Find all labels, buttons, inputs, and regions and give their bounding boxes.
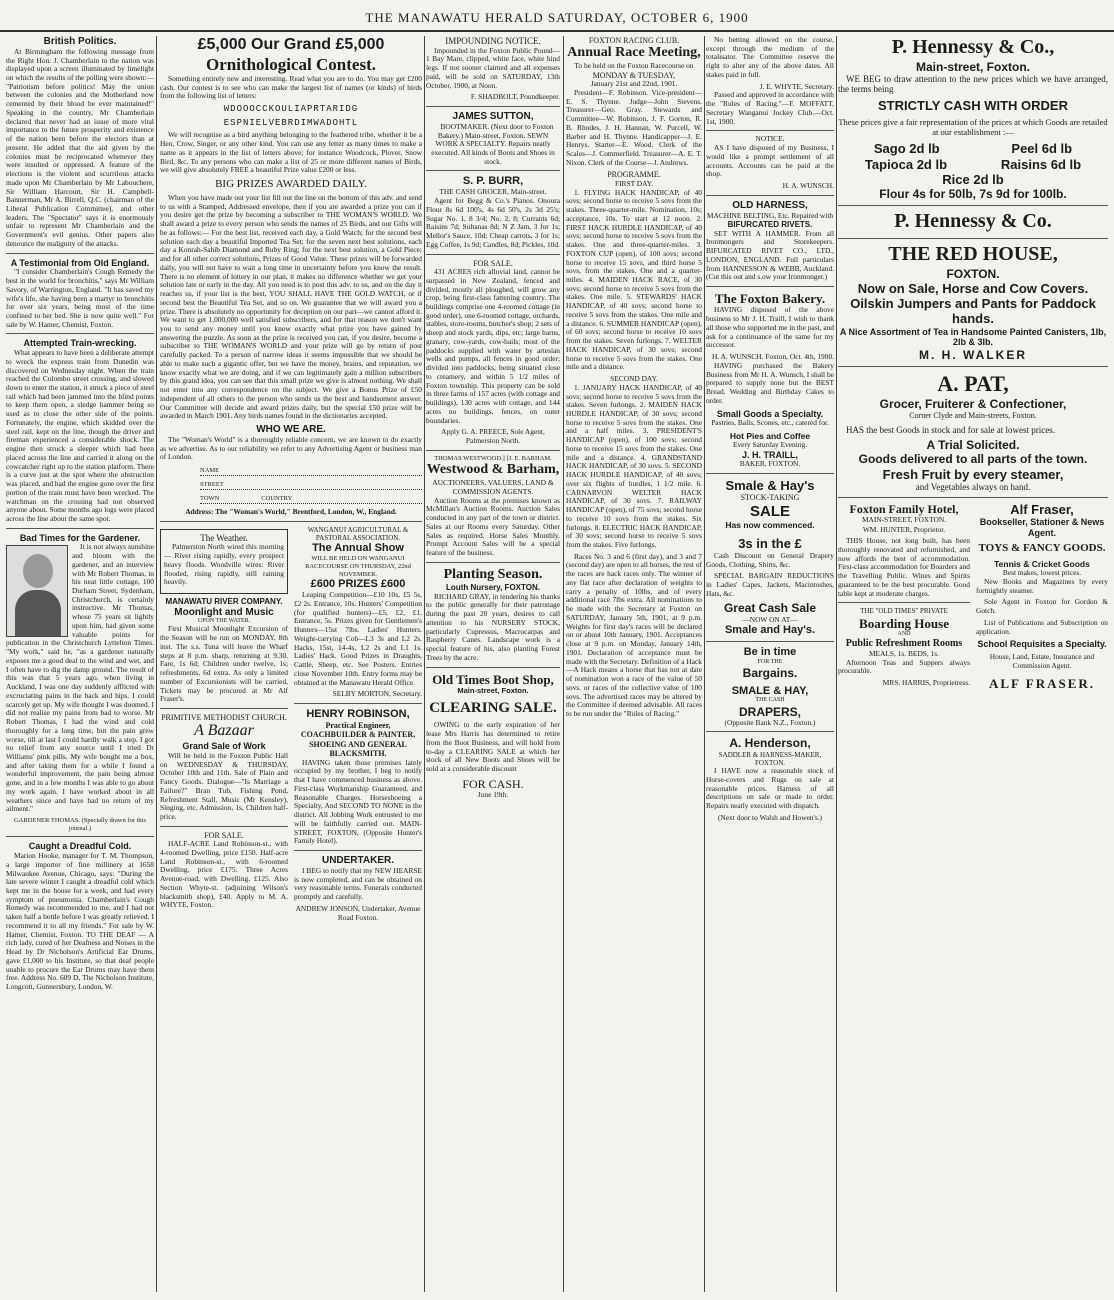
article-title: Attempted Train-wrecking. xyxy=(23,338,137,349)
and-text: AND xyxy=(897,630,911,637)
divider xyxy=(294,850,422,851)
lower-ads xyxy=(160,526,422,922)
westwood-title: Westwood & Barham, xyxy=(426,462,560,478)
betting-sign: J. E. WHYTE, Secretary. xyxy=(759,81,834,91)
article-title: A Testimonial from Old England. xyxy=(10,257,150,268)
smale-sub: STOCK-TAKING xyxy=(740,493,800,503)
pat-body: HAS the best Goods in stock and for sale at lowest prices. xyxy=(846,424,1055,435)
divider xyxy=(6,253,154,254)
harness-title: OLD HARNESS, xyxy=(732,199,808,211)
show-prizes: £600 PRIZES £600 xyxy=(310,578,406,591)
weather-body: Palmerston North wired this morning — River rising rapidly, every prospect heavy floods. Woodville wires: River flooded, rising rapidly, still raining heavily. xyxy=(164,542,284,587)
price-row xyxy=(838,141,1108,156)
pat-sub: Grocer, Fruiterer & Confectioner, xyxy=(879,397,1067,412)
column-2 xyxy=(160,36,422,1292)
undertaker-body: I BEG to notify that my NEW HEARSE is now completed, and can be obtained on very reasonable terms. Funerals conducted promptly and carefully. xyxy=(294,865,422,902)
magazines: New Books and Magazines by every fortnightly steamer. xyxy=(976,576,1108,595)
lower-right-ads xyxy=(294,526,422,922)
divider xyxy=(426,667,560,668)
form-label: STREET xyxy=(200,481,224,489)
strictly-cash: STRICTLY CASH WITH ORDER xyxy=(878,97,1068,113)
portrait-illustration xyxy=(6,545,68,637)
clearing-title: CLEARING SALE. xyxy=(429,699,557,716)
article-body: It is not always sunshine and bloom with the gardener, and an interview with Mr Robert Thomas, in his neat little cottage, 100 Durham Street, Sydenham, Christchurch, is certainly instructive. Mr Thomas, whose 75 years sit lightly upon him, had given some valuable points for publication in the Christchurch Lyttelton Times. "My work," said he, "as a gardener naturally exposes me a good deal to the wind and wet, and I often have to dig the damp ground. The result of this was that 5 years ago, when living in Auckland, I was one day suddenly afflicted with excruciating pains in the back and hips. I could scarcely get up. My wife thought I was doomed. I did not realise my pains from bad to worse. Mr Robert Thomas, I had the wind and cold thoroughly for a long time, but the pain grew worse, till at last I could hardly walk a step. I got no relief from any source until I tried Dr Williams' pink pills. My wife bought me a box, and after taking them for a while I found a wonderful improvement, the pain being almost gone, and in a few months I was able to go about my work again. I have worked about in all weathers since and have had no return of my ailment." xyxy=(6,542,154,814)
clearing-cash: FOR CASH. xyxy=(462,776,524,791)
betting-notice: No betting allowed on the course, except through the medium of the totalisator. The Committee reserve the right to alter any of the above dates. All stakes paid in full. xyxy=(706,36,834,79)
divider xyxy=(838,602,970,603)
divider xyxy=(294,703,422,704)
second-day-races: 1. JANUARY HACK HANDICAP, of 40 sovs; second horse to receive 5 sovs from the stakes. Seven furlongs. 2. MAIDEN HACK HURDLE HANDICAP, of 30 sovs; second horse to receive 5 sovs from the stakes. One and a half miles. 3. PRESIDENT'S HANDICAP (open), of 100 sovs; second horse to receive 15 sovs from the stakes. One mile and a distance. 4. GRANDSTAND HACK HANDICAP, of 30 sovs. 5. SECOND HACK HURDLE HANDICAP, of 40 sovs; over six flights of hurdles, 1 1/2 mile. 6. CARNARVON WELTER HACK HANDICAP, of 30 sovs. 7. RAILWAY HANDICAP (open), of 75 sovs; second horse to receive 10 sovs from the stakes. Six furlongs. 8. ELECTRIC HACK HANDICAP, of 30 sovs; second horse to receive 5 sovs from the stakes. Five furlongs. xyxy=(566,382,702,550)
bakery-sign: H. A. WUNSCH. Foxton, Oct. 4th, 1900. xyxy=(711,352,834,362)
notice-sign: H. A. WUNSCH. xyxy=(782,181,834,191)
clearing-date: June 19th. xyxy=(477,789,509,799)
betting-note: Passed and approved in accordance with the "Rules of Racing."—F. MOFFATT, Secretary Wanganui Jockey Club.—Oct. 1st, 1900. xyxy=(706,90,834,126)
column-rule xyxy=(424,36,425,1292)
form-address: Address: The "Woman's World," Brentford, London, W., England. xyxy=(185,507,397,517)
robinson-body: HAVING taken those premises lately occupied by my brother, I beg to notify that I have commenced business as above. First-class Workmanship Guaranteed, and Reasonable Charges. Horseshoeing a Specialty, And SECOND TO NONE in the district. All Jobbing Work entrusted to me will be faithfully carried out. MAIN-STREET, FOXTON, (Opposite Hunter's Family Hotel). xyxy=(294,757,422,846)
divider xyxy=(838,205,1108,206)
divider xyxy=(426,106,560,107)
harness-rivets: BIFURCATED RIVETS. xyxy=(727,220,813,230)
hennessy-sub: Main-street, Foxton. xyxy=(915,59,1030,74)
column-3 xyxy=(426,36,560,1292)
prices-note: These prices give a fair representation of the prices at which Goods are retailed at our establishment :— xyxy=(838,117,1108,138)
divider xyxy=(426,170,560,171)
show-secretary: SELBY MORTON, Secretary. xyxy=(332,689,422,699)
for-the: FOR THE xyxy=(757,659,783,666)
form-street-line[interactable] xyxy=(200,480,422,490)
meeting-where: To be held on the Foxton Racecourse on xyxy=(574,60,694,70)
masthead: THE MANAWATU HERALD SATURDAY, OCTOBER 6, 1900 xyxy=(0,6,1114,32)
divider xyxy=(706,286,834,287)
second-day-title: SECOND DAY. xyxy=(610,374,658,384)
column-rule xyxy=(563,36,564,1292)
article-body: What appears to have been a deliberate attempt to wreck the express train from Dunedin was discovered on Wednesday night. When the train reached the Colombo street crossing, and slowed down to enter the station, it struck a piece of steel rail which had been jammed into the blind points to keep them open, a sledge hammer being so used as to close the other side of the points. Fortunately, the engine, which skidded over the steel rail, kept on the line, though the driver and fireman experienced a considerable shock. The engine then struck a sleeper which had been placed across the line and carried it along on the cowcatcher right up to the station platform. There is a curve just at the spot where the obstruction was placed, and had the engine gone over the first portion of the train must have been wrecked. The watchman on the crossing had not observed anyone about. Some months ago logs were placed across the line about the same spot. xyxy=(6,348,154,523)
planting-title: Planting Season. xyxy=(443,566,543,582)
undertaker-title: UNDERTAKER. xyxy=(321,855,395,867)
burr-title: S. P. BURR, xyxy=(462,175,524,188)
farm-agent: Apply G. A. PREECE, Sole Agent, Palmerston North. xyxy=(441,427,545,445)
price-peel: Peel 6d lb xyxy=(1011,141,1073,157)
robinson-title: HENRY ROBINSON, xyxy=(306,708,410,721)
afternoon-teas: Afternoon Teas and Suppers always procurable. xyxy=(838,657,970,676)
article-title: Bad Times for the Gardener. xyxy=(19,532,141,543)
divider xyxy=(838,497,1108,498)
undertaker-name: ANDREW JONSON, Undertaker, Avenue Road Foxton. xyxy=(295,903,421,922)
fraser-title: Alf Fraser, xyxy=(1010,501,1074,517)
first-day-title: FIRST DAY. xyxy=(614,178,654,188)
price-rice: Rice 2d lb xyxy=(942,171,1004,187)
prizes-body: When you have made out your list fill out the line on the bottom of this adv. and send to us with a Stamped, Addressed envelope, then if you are awarded a prize you can if you desire get the prize by becoming a subscriber to THE WOMAN'S WORLD. We shall award a prize to every person who sends the names of 25 Birds, and our Gifts will be as follows:— For the best list, received each day, a Gold Watch; for the second best solution each day a beautiful Imported Tea Set; for the seven next best solutions, each day a Konrah-Sahib Diamond and Ruby Ring; for the next best solution, a Gold Piece; and for all other correct solutions, Prizes of Good Value. These prizes will be forwarded daily, you will not have to wait a long time in uncertainty before you know the result. There is no element of lottery in our plan, it makes no difference whether we get your solution late or early in the day. All you need is to post this adv. to us, and on the day it reaches us, if your list is the best, YOU SHALL HAVE THE GOLD WATCH, or if second best the Beautiful Tea Set, and so on. We guarantee that we will award you a prize. There is absolutely no opportunity for deception on our part—we cannot afford it. We want to get 1,000,000 well satisfied subscribers, and for that reason we don't want you to send any money until you know exactly what prize you have gained by answering the puzzle. As soon as the prize is received you can, if you desire, become a subscriber to THE WOMAN'S WORLD and your prize will go by return of post carefully packed. To a person of narrow ideas it seems impossible that we should be able to make such a gigantic offer, but we have the money, brains, and reputation, we know exactly what we are doing, and if we can legitimately gain a million subscribers by this grand idea, you can see that this small prize we give is almost nothing. We shall not enter into any correspondence on the subject. We give a Bonus Prize of £50 independent of all others to the person who sends us the best and handsomest answer. Our Committee will decide and award prizes daily, but the special £50 prize will be awarded in March 1901. Any birds names found in the dictionaries accepted. xyxy=(160,192,422,421)
portrait-body xyxy=(15,590,61,636)
article-title: British Politics. xyxy=(43,36,117,47)
toys: TOYS & FANCY GOODS. xyxy=(978,542,1106,555)
meals: MEALS, 1s. BEDS, 1s. xyxy=(868,648,940,658)
publications: List of Publications and Subscription on application. xyxy=(976,617,1108,636)
red-house-sub: FOXTON. xyxy=(946,266,1000,281)
divider xyxy=(838,238,1108,239)
traill-name: J. H. TRAILL, xyxy=(742,449,798,460)
farm-body: 431 ACRES rich alluvial land, cannot be surpassed in New Zealand, fenced and divided, mostly all ploughed, will grow any crop, being first-class fattening country. The buildings comprise one 4-roomed cottage (in good order), one 6-roomed cottage, orchards, stables, store-rooms, butcher's shop; 2 sets of sheep and stock yards, dips, etc; large barns, granary, cow-yards, cow-bails; most of the paddocks supplied with water by artesian wells and pumps, all fences in good order; divided into paddocks, being situated close to creamery, and within 5 1/2 miles of Foxton township. This property can be sold in three farms of 157 acres (with cottage and buildings), 130 acres with cottage, and 144 acres no buildings, fences, on outer boundaries. xyxy=(426,267,560,425)
cash-sale: Great Cash Sale xyxy=(723,601,817,616)
henderson-title: A. Henderson, xyxy=(729,736,811,751)
bakery-body-2: HAVING purchased the Bakery Business from Mr H. A. Wunsch, I shall be prepared to supply none but the BEST Bread. Wedding and Birthday Cakes to order. xyxy=(706,360,834,405)
weather-title: The Weather. xyxy=(200,532,248,543)
now-on: —NOW ON AT— xyxy=(742,614,798,624)
moonlight-title: Moonlight and Music xyxy=(174,606,274,618)
portrait-head xyxy=(23,554,53,588)
school: School Requisites a Specialty. xyxy=(977,639,1107,650)
boarding-house: Boarding House xyxy=(859,615,949,631)
forsale-body: HALF-ACRE Land Robinson-st., with 4-roomed Dwelling, price £150. Half-acre Land Robinson-st., with 6-roomed Dwelling, price £175. Three Acres Avenue-road, with Dwelling, £125. Also Section Whyte-st. (adjoining Wilson's blacksmith shop), £40. Apply to M. A. WHYTE, Foxton. xyxy=(160,839,288,910)
column-rule xyxy=(704,36,705,1292)
hotel-title: Foxton Family Hotel, xyxy=(849,501,959,516)
covers: Now on Sale, Horse and Cow Covers. xyxy=(857,280,1089,296)
column-6 xyxy=(838,36,1108,1292)
pies-sub: Every Saturday Evening. xyxy=(732,439,808,449)
smale-hays: Smale and Hay's. xyxy=(724,624,816,637)
henderson-note: (Next door to Walsh and Howen's.) xyxy=(717,812,823,822)
drapers: DRAPERS, xyxy=(738,704,801,719)
westwood-body: Auction Rooms at the premises known as McMillan's Auction Rooms. Auction Sales conducted in any part of the town or district. Sales at our Rooms every Saturday. Other Sales as required. Horse Sales Monthly. Prompt Account Sales will be a special feature of the business. xyxy=(426,495,560,557)
church-title: PRIMITIVE METHODIST CHURCH. xyxy=(161,713,287,723)
planting-sub: Louth Nursery, FOXTON. xyxy=(446,583,540,593)
contest-intro: Something entirely new and interesting. Read what you are to do. You may get £200 cash. Our contest is to see who can make the largest list of names (or kinds) of birds from the following list of letters: xyxy=(160,73,422,101)
column-5 xyxy=(706,36,834,1292)
hotel-body: THIS House, not long built, has been thoroughly renovated and refurnished, and now affords the best of accommodation. First-class accommodation for Boarders and the Travelling Public. Wines and Spirits guaranteed to be the best procurable. Good table kept at moderate charges. xyxy=(838,536,970,598)
smale-hay-2: SMALE & HAY, xyxy=(731,684,809,697)
pound-title: IMPOUNDING NOTICE. xyxy=(445,36,541,46)
divider xyxy=(838,366,1108,367)
column-rule xyxy=(836,36,837,1292)
westwood-sub: AUCTIONEERS, VALUERS, LAND & COMMISSION AGENTS. xyxy=(432,477,554,496)
puzzle-letters: ESPNIELVEBRDIMWADOHTL xyxy=(223,117,359,128)
hennessy-intro: WE BEG to draw attention to the new prices which we have arranged, the terms being xyxy=(838,73,1108,95)
first-day-races: 1. FLYING HACK HANDICAP, of 40 sovs; second horse to receive 5 sovs from the stakes. Three-quarter-mile. Nomination, 10s; acceptance, 10s. To start at 12 noon. 2. FIRST HACK HURDLE HANDICAP, of 40 sovs; second horse to receive 5 sovs from the stakes. One and three-quarter-miles. 3. FOXTON CUP (open), of 100 sovs; second horse to receive 15 sovs, and third horse 5 sovs, from the stakes. One and a quarter-miles. 4. MAIDEN HACK RACE, of 30 sovs; second horse to receive 5 sovs from the stakes. One mile. 5. STEWARDS' HACK HANDICAP, of 40 sovs; second horse to receive 5 sovs from the stakes. One mile and a distance. 6. SUMMER HANDICAP (open), of 60 sovs; second horse to receive 10 sovs from the stakes. Seven furlongs. 7. WELTER HACK HANDICAP, of 30 sovs; second horse to receive 5 sovs from the stakes. One mile and a distance. xyxy=(566,187,702,372)
planting-body: RICHARD GRAY, in tendering his thanks to the public generally for their patronage during the past 20 years, desires to call attention to his NURSERY STOCK, particularly Cupressus, Macrocarpas and Raspberry Canes. Landscape work is a special feature of his, also planting Forest Trees by the acre. xyxy=(426,591,560,662)
article-body: At Birmingham the following message from the Right Hon. J. Chamberlain to the nation was displayed upon a screen illuminated by limelight on which the results of the polling were shown:— "Patriotism before politics! May the union between the colonies and the Motherland now cemented by their blood be ever maintained!" Speaking in the country, Mr Chamberlain declared that never had an issue of more vital importance to the future prosperity and existence of the nation been before the electors than at present. He added that the aid given by the colonies must be reciprocated whenever they were insulted or oppressed. A feature of the elections is the violent and scurrilous attacks made upon Mr Chamberlain by Mr Labouchere, Sir William Harcourt, Sir H. Campbell-Bannerman, Mr A. Birrell, Q.C. (chairman of the Liberal Publication Committee), and other leaders. The "Spectator" says it is enormously unfair to represent Mr Chamberlain and the Government's evil genius. Other papers also denounce the malignity of the attacks. xyxy=(6,46,154,248)
smale-commenced: Has now commenced. xyxy=(725,520,815,531)
article-title: Caught a Dreadful Cold. xyxy=(28,841,132,852)
show-title: The Annual Show xyxy=(312,542,404,555)
fraser-sign: ALF FRASER. xyxy=(988,676,1096,692)
divider xyxy=(6,333,154,334)
discount-body: Cash Discount on General Drapery Goods, Clothing, Shirts, &c. xyxy=(706,550,834,569)
refreshment-rooms: Public Refreshment Rooms xyxy=(845,638,963,649)
hennessy-title: P. Hennessy & Co., xyxy=(891,36,1055,58)
contest-rules: We will recognise as a bird anything belonging to the feathered tribe, whether it be a Hen, Crow, Singer, or any other kind. You can use any letter as many times to make a name as it appears in the list of letters above; for instance Woodcock, Plover, Snow Bird, &c. To any persons who can make a list of 25 or more different names of Birds, we will give absolutely FREE a beautiful Prize value £200 or less. xyxy=(160,130,422,175)
bargains: Bargains. xyxy=(742,666,798,681)
divider xyxy=(160,521,422,522)
pound-body: Impounded in the Foxton Public Pound— 1 Bay Mare, clipped, white face, white hind legs. If not sooner claimed and all expenses paid, will be sold on SATURDAY, 13th October, 1900, at Noon. xyxy=(426,45,560,90)
puzzle-letters: WDOOOCCKOULIAPRTARIDG xyxy=(223,104,359,115)
price-row xyxy=(838,157,1108,172)
club-name: FOXTON RACING CLUB. xyxy=(588,36,680,45)
hotel-ads xyxy=(838,502,970,692)
form-label: COUNTRY xyxy=(261,495,293,503)
hotel-proprietor: WM. HUNTER, Proprietor. xyxy=(862,525,946,535)
tennis-sub: Best makes, lowest prices. xyxy=(1002,568,1082,578)
lower-left-ads xyxy=(160,526,288,922)
fraser-sub: Bookseller, Stationer & News Agent. xyxy=(979,516,1105,538)
notice-body: AS I have disposed of my Business, I would like a prompt settlement of all accounts. Accounts can be paid at the shop. xyxy=(706,143,834,179)
goods-body: Pastries, Balls, Scones, etc., catered for. xyxy=(711,418,829,428)
race-officials: President—F. Robinson. Vice-president—E. S. Thynne. Judge—John Stevens. Treasurer—Geo. Gray. Stewards and Committee—W. Robinson, J. F. Gorton, R. B. Rhodes, J. H. Hannan, W. Purcell, W. Barber and H. Thynne. Handicapper—J. E. Henrys. Starter—E. Wood. Clerk of the Scales—J. Commerfield. Treasurer—A. E. T. Nixon. Clerk of the Course—J. Andrews. xyxy=(566,87,702,167)
divider xyxy=(6,836,154,837)
drapers-note: (Opposite Bank N.Z., Foxton.) xyxy=(724,717,816,727)
meeting-date: January 21st and 22nd, 1901. xyxy=(590,79,678,89)
bazaar-title: A Bazaar xyxy=(194,722,254,740)
prizes-title: BIG PRIZES AWARDED DAILY. xyxy=(215,178,367,191)
henderson-body: I HAVE now a reasonable stock of Horse-covers and Rugs on sale at reasonable prices. Harness of all descriptions on sale or made to order. Repairs neatly executed with dispatch. xyxy=(706,766,834,811)
smale-sale: SALE xyxy=(749,502,790,520)
oldtimes-sub: Main-street, Foxton. xyxy=(457,685,529,695)
price-tapioca: Tapioca 2d lb xyxy=(864,156,948,172)
robinson-sub: Practical Engineer, COACHBUILDER & PAINTER, SHOEING AND GENERAL BLACKSMITH. xyxy=(300,721,416,759)
divider xyxy=(426,450,560,451)
goods-title: Small Goods a Specialty. xyxy=(716,408,824,419)
cash-drapers-sub: THE CASH xyxy=(755,697,785,704)
discount-title: 3s in the £ xyxy=(738,536,802,552)
bazaar-body: Will be held in the Foxton Public Hall on WEDNESDAY & THURSDAY, October 10th and 11th. Sale of Plain and Fancy Goods. Dialogue—"Is Marriage a Failure?" Bran Tub, Fishing Pond, Refreshment Stall, Music (Mr Kensley), Singing, etc. Admission, 1s, Children half-price. xyxy=(160,750,288,822)
who-title: WHO WE ARE. xyxy=(256,424,326,436)
pat-address: Corner Clyde and Main-streets, Foxton. xyxy=(909,411,1037,421)
river-company: MANAWATU RIVER COMPANY. xyxy=(165,597,283,607)
race-conditions: Races No. 3 and 6 (first day), and 3 and 7 (second day) are open to all horses, the rest of the races are hack races only. The winner of any flat race after declaration of weights to carry a penalty of 10lbs, and of every additional race 7lbs extra. All nominations to be made with the Secretary at Foxton on SATURDAY, January 5th, 1901, at 9 p.m. Weights for first day's races will be declared on or about 10th January, 1901. Acceptances close at 9 p.m. on Monday, January 14th, 1901. Declaration of acceptance must be made with the Secretary. Definition of a Hack—A Hack means a horse that has not at date of nomination won a race of the value of 50 sovs. or races of the collective value of 100 sovs. The advertised races may be altered by the Committee if deemed advisable. All races to be run under the "Rules of Racing." xyxy=(566,551,702,718)
price-raisins: Raisins 6d lb xyxy=(1000,156,1082,172)
divider xyxy=(706,731,834,732)
fresh-fruit: Fresh Fruit by every steamer, xyxy=(882,466,1064,482)
show-where: WILL BE HELD ON WANGANUI RACECOURSE ON THURSDAY, 22nd NOVEMBER. xyxy=(305,555,411,578)
burr-sub: THE CASH GROCER, Main-street. xyxy=(439,187,547,197)
clearing-body: OWING to the early expiration of her lease Mrs Harris has determined to retire from the Boot Business, and will hold from to-day a CLEARING SALE at which her stock of all New Boots and Shoes will be sold at a considerable discount xyxy=(426,720,560,774)
sutton-body: BOOTMAKER. (Next door to Foxton Bakery.) Main-street, Foxton. SEWN WORK A SPECIALTY. Repairs neatly executed. All kinds of Boots and Shoes in stock. xyxy=(431,121,555,166)
column-1 xyxy=(6,36,154,1292)
moonlight-body: First Musical Moonlight Excursion of the Season will be run on MONDAY, 8th inst. The s.s. Tuna will leave the Wharf steps at 8 p.m. sharp, returning at 9.30. Fare, 1s 6d; Children under twelve, 1s; refreshments, 6d extra. As only a limited number of Excursionists will be carried, Tickets may be procured at Mr Alf Fraser's. xyxy=(160,624,288,704)
harris: MRS. HARRIS, Proprietress. xyxy=(882,678,970,687)
house-land: House, Land, Estate, Insurance and Commission Agent. xyxy=(989,651,1095,670)
form-name-line[interactable] xyxy=(200,466,422,476)
column-4 xyxy=(566,36,702,1292)
hotel-sub: MAIN-STREET, FOXTON. xyxy=(861,514,947,524)
divider xyxy=(160,826,288,827)
oldtimes-title: Old Times Boot Shop, xyxy=(432,671,554,687)
harness-body: SET WITH A HAMMER. From all Ironmongers and Storekeepers. BIFURCATED RIVET CO., LTD., LONDON, ENGLAND. Full particulars from HANNESSON & WEBB, Auckland. (Cut this out and s.ow your Ironmonger.) xyxy=(706,228,834,282)
portrait-caption: GARDENER THOMAS. (Specially drawn for this journal.) xyxy=(13,817,147,832)
bazaar-sub: Grand Sale of Work xyxy=(182,741,266,752)
pat-title: A. PAT, xyxy=(937,371,1009,397)
pies-title: Hot Pies and Coffee xyxy=(729,430,811,441)
show-body: Leaping Competition—£10 10s, £5 5s, £2 2s. Entrance, 10s. Hunters' Competition (for qualified hunters)—£5, £2, £1. Entrance, 5s. Prizes given for Gentlemen's Hunters—15st 7lbs. Ladies' Hunters. Weight-carrying Cob—L3 3s and L2 2s. Hacks, 15st, 14-4s, L2 2s and L1 1s. Ladies' Hack. Good Prizes in Draughts, Cattle, Sheep, etc. See Posters. Entries close November 10th. Entry forms may be obtained at the Manawatu Herald Office. xyxy=(294,590,422,687)
divider xyxy=(706,130,834,131)
hennessy-title-2: P. Hennessy & Co. xyxy=(894,210,1052,233)
tea: A Nice Assortment of Tea in Handsome Painted Canisters, 1lb, 2lb & 3lb. xyxy=(839,326,1107,348)
notice-title: NOTICE. xyxy=(755,134,785,144)
column-rule xyxy=(156,36,157,1292)
price-flour: Flour 4s for 50lb, 7s 9d for 100lb. xyxy=(879,187,1067,202)
forsale-title: FOR SALE. xyxy=(204,830,244,840)
divider xyxy=(706,195,834,196)
form-town-line[interactable] xyxy=(200,494,422,504)
oilskin: Oilskin Jumpers and Pants for Paddock hands. xyxy=(850,296,1096,327)
red-house-title: THE RED HOUSE, xyxy=(888,243,1058,266)
fraser-ads xyxy=(976,502,1108,692)
westwood-names: THOMAS WESTWOOD.] [J. E. BARHAM. xyxy=(434,454,552,462)
gordon-agent: Sole Agent in Foxton for Gordon & Gotch. xyxy=(976,597,1108,616)
programme-title: PROGRAMME. xyxy=(607,170,661,180)
divider xyxy=(706,641,834,642)
smale-title: Smale & Hay's xyxy=(725,477,815,493)
prize-header: £5,000 Our Grand £5,000 xyxy=(197,36,385,53)
sutton-title: JAMES SUTTON, xyxy=(452,111,534,123)
lower-col6-ads xyxy=(838,502,1108,692)
contest-title: Ornithological Contest. xyxy=(206,54,376,74)
burr-body: Agent for Begg & Co.'s Pianos. Onoura Flour 8s 6d 100's, 4s 6d 50's, 2s 3d 25's; Sugar No. 1, 8 3/4; No. 2, 8; Currants 6d; Raisins 7d; Sultanas 8d; N Z Jam, 3 for 1s; Mellor's Sauce, 10d; Cheap carrots, 3 for 1s; Egg Coffee, 1s 9d; Candles, 8d; Pickles, 10d. xyxy=(426,196,560,249)
harness-sub: MACHINE BELTING, Etc. Repaired with xyxy=(706,210,834,220)
farm-title: FOR SALE. xyxy=(473,258,513,268)
who-body: The "Woman's World" is a thoroughly reliable concern, we are known to do exactly as we advertise. As to our reliability we refer to any Advertising Agent or business man of London. xyxy=(160,434,422,462)
traill-sub: BAKER, FOXTON. xyxy=(739,459,801,469)
trial: A Trial Solicited. xyxy=(926,438,1020,453)
meeting-days: MONDAY & TUESDAY, xyxy=(592,70,676,80)
tennis: Tennis & Cricket Goods xyxy=(994,559,1090,570)
oldtimes-board: THE "OLD TIMES" PRIVATE xyxy=(860,607,948,616)
vegetables: and Vegetables always on hand. xyxy=(915,481,1031,492)
pound-keeper: F. SHADBOLT, Poundkeeper. xyxy=(470,92,560,102)
divider xyxy=(706,473,834,474)
weather-box xyxy=(160,529,288,594)
meeting-title: Annual Race Meeting, xyxy=(567,45,701,61)
henderson-sub: SADDLER & HARNESS-MAKER, FOXTON. xyxy=(718,750,822,767)
divider xyxy=(426,254,560,255)
be-in-time: Be in time xyxy=(743,646,797,659)
price-sago: Sago 2d lb xyxy=(873,141,940,157)
walker: M. H. WALKER xyxy=(919,348,1027,363)
article-body: Marion Hooke, manager for T. M. Thompson, a large importer of fine millinery at 1658 Milwaukee Avenue, Chicago, says: "During the late severe winter I caught a dreadful cold which kept me in the house for a week, and had every symptom of pneumonia. Chamberlain's Cough Remedy was recommended to me, and I had not taken half a bottle before I was greatly relieved. I recommend it to all my friends." For sale by W. Hamer, Chemist, Foxton. TO THE DEAF — A rich lady, cured of her Deafness and Noises in the Head by Dr Nicholson's Artificial Ear Drums, gave £1,000 to his Institute, so that deaf people unable to procure the Ear Drums may have them free. Address No. 609 D, The Nicholson Institute, Longcott, Gunnersbury, London, W. xyxy=(6,851,154,992)
article-body: "I consider Chamberlain's Cough Remedy the best in the world for bronchitis," says Mr William Savory, of Warrington, England. "It has saved my wife's life, she having been a martyr to bronchitis for over six years, being most of the time confined to her bed. She is now quite well." For sale by W. Hamer, Chemist, Foxton. xyxy=(6,267,154,329)
form-label: TOWN xyxy=(200,495,220,503)
entry-form xyxy=(160,466,422,504)
divider xyxy=(426,562,560,563)
show-association: WANGANUI AGRICULTURAL & PASTORAL ASSOCIATION. xyxy=(307,525,409,543)
form-label: NAME xyxy=(200,467,220,475)
special-body: SPECIAL BARGAIN REDUCTIONS in Ladies' Capes, Jackets, Macintoshes, Hats, &c. xyxy=(706,571,834,598)
bakery-title: The Foxton Bakery. xyxy=(714,291,826,307)
moonlight-sub: UPON THE WATER. xyxy=(197,618,251,625)
divider xyxy=(160,708,288,709)
bakery-body: HAVING disposed of the above business to Mr J. H. Traill, I wish to thank all those who supported me in the past, and ask for a continuance of the same for my successor. xyxy=(706,305,834,350)
delivered: Goods delivered to all parts of the town. xyxy=(858,452,1088,467)
divider xyxy=(6,528,154,529)
